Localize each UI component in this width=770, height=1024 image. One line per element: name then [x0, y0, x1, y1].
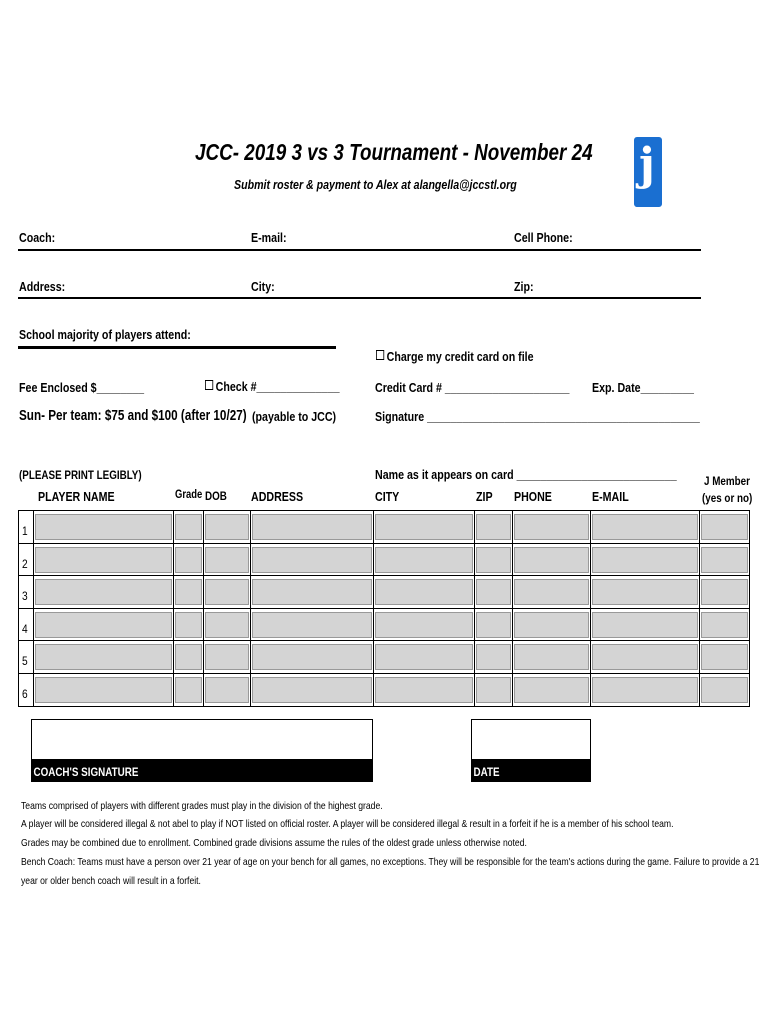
date-field[interactable] — [471, 719, 591, 760]
email-cell[interactable] — [592, 644, 698, 670]
table-row — [19, 544, 749, 577]
jmember-cell[interactable] — [701, 547, 748, 573]
city-cell[interactable] — [375, 612, 473, 638]
player-name-cell[interactable] — [35, 547, 172, 573]
phone-cell[interactable] — [514, 612, 589, 638]
email-cell[interactable] — [592, 514, 698, 540]
table-row — [19, 609, 749, 642]
zip-label: Zip: — [514, 279, 534, 294]
jmember-cell[interactable] — [701, 677, 748, 703]
fee-note: Sun- Per team: $75 and $100 (after 10/27) — [19, 407, 247, 424]
print-legibly-note: (PLEASE PRINT LEGIBLY) — [19, 468, 142, 482]
table-row — [19, 511, 749, 544]
dob-cell[interactable] — [205, 579, 249, 605]
phone-cell[interactable] — [514, 514, 589, 540]
roster-table — [18, 510, 750, 707]
table-row — [19, 576, 749, 609]
email-cell[interactable] — [592, 677, 698, 703]
address-cell[interactable] — [252, 612, 372, 638]
address-cell[interactable] — [252, 677, 372, 703]
city-cell[interactable] — [375, 677, 473, 703]
school-line[interactable] — [18, 346, 336, 349]
city-label: City: — [251, 279, 275, 294]
grade-cell[interactable] — [175, 677, 202, 703]
table-row — [19, 641, 749, 674]
jcc-logo — [634, 137, 662, 207]
col-grade: Grade — [175, 489, 203, 501]
row-number: 1 — [22, 524, 28, 538]
player-name-cell[interactable] — [35, 644, 172, 670]
address-cell[interactable] — [252, 514, 372, 540]
charge-card-label: Charge my credit card on file — [386, 349, 534, 364]
coach-label: Coach: — [19, 230, 56, 245]
contact-line-1[interactable] — [18, 249, 701, 251]
rule-note: year or older bench coach will result in a forfeit. — [21, 875, 201, 887]
player-name-cell[interactable] — [35, 677, 172, 703]
address-cell[interactable] — [252, 547, 372, 573]
grade-cell[interactable] — [175, 514, 202, 540]
fee-enclosed-label: Fee Enclosed $________ — [19, 380, 145, 395]
phone-cell[interactable] — [514, 579, 589, 605]
grade-cell[interactable] — [175, 612, 202, 638]
city-cell[interactable] — [375, 514, 473, 540]
col-dob: DOB — [205, 489, 227, 503]
email-cell[interactable] — [592, 547, 698, 573]
dob-cell[interactable] — [205, 677, 249, 703]
address-cell[interactable] — [252, 579, 372, 605]
col-phone: PHONE — [514, 489, 552, 504]
page-title: JCC- 2019 3 vs 3 Tournament - November 24 — [195, 139, 593, 165]
payable-label: (payable to JCC) — [252, 409, 337, 424]
row-number: 3 — [22, 589, 28, 604]
email-cell[interactable] — [592, 579, 698, 605]
col-player-name: PLAYER NAME — [38, 489, 115, 504]
credit-card-label: Credit Card # _____________________ — [375, 380, 570, 395]
player-name-cell[interactable] — [35, 514, 172, 540]
player-name-cell[interactable] — [35, 579, 172, 605]
charge-card-option[interactable] — [376, 349, 534, 364]
dob-cell[interactable] — [205, 514, 249, 540]
zip-cell[interactable] — [476, 677, 511, 703]
row-number: 2 — [22, 556, 28, 571]
row-number: 6 — [22, 687, 28, 701]
coach-signature-label: COACH'S SIGNATURE — [33, 765, 139, 779]
email-cell[interactable] — [592, 612, 698, 638]
table-row — [19, 674, 749, 707]
logo-letter: j — [639, 139, 655, 190]
col-email: E-MAIL — [592, 489, 629, 504]
checkbox-icon[interactable] — [205, 380, 213, 390]
exp-date-label: Exp. Date_________ — [592, 380, 694, 395]
date-bar — [471, 760, 591, 782]
grade-cell[interactable] — [175, 547, 202, 573]
jmember-cell[interactable] — [701, 514, 748, 540]
signature-label: Signature ______________________________________________ — [375, 409, 700, 424]
coach-signature-field[interactable] — [31, 719, 373, 760]
jmember-cell[interactable] — [701, 612, 748, 638]
dob-cell[interactable] — [205, 612, 249, 638]
date-label: DATE — [473, 765, 500, 779]
checkbox-icon[interactable] — [376, 350, 384, 360]
city-cell[interactable] — [375, 547, 473, 573]
dob-cell[interactable] — [205, 547, 249, 573]
address-label: Address: — [19, 279, 66, 294]
zip-cell[interactable] — [476, 514, 511, 540]
row-number: 5 — [22, 654, 28, 669]
rule-note: A player will be considered illegal & not abel to play if NOT listed on official roster. A player will be considered illegal & result in a forfeit if he is a member of his school team. — [21, 818, 674, 830]
contact-line-2[interactable] — [18, 297, 701, 299]
dob-cell[interactable] — [205, 644, 249, 670]
cell-phone-label: Cell Phone: — [514, 230, 573, 245]
col-address: ADDRESS — [251, 489, 304, 504]
city-cell[interactable] — [375, 579, 473, 605]
rule-note: Grades may be combined due to enrollment. Combined grade divisions assume the rules of the oldest grade unless otherwise noted. — [21, 837, 527, 849]
name-on-card-label: Name as it appears on card ___________________________ — [375, 467, 677, 482]
coach-signature-bar — [31, 760, 373, 782]
jmember-cell[interactable] — [701, 644, 748, 670]
col-city: CITY — [375, 489, 400, 504]
player-name-cell[interactable] — [35, 612, 172, 638]
row-number: 4 — [22, 621, 28, 636]
zip-cell[interactable] — [476, 579, 511, 605]
phone-cell[interactable] — [514, 677, 589, 703]
check-number-label: Check #______________ — [215, 379, 340, 394]
rule-note: Bench Coach: Teams must have a person over 21 year of age on your bench for all games, no exceptions. They will be responsible for the team's actions during the game. Failure to provide a 21 — [21, 856, 760, 868]
zip-cell[interactable] — [476, 612, 511, 638]
email-label: E-mail: — [251, 230, 287, 245]
grade-cell[interactable] — [175, 579, 202, 605]
zip-cell[interactable] — [476, 644, 511, 670]
zip-cell[interactable] — [476, 547, 511, 573]
grade-cell[interactable] — [175, 644, 202, 670]
check-option[interactable] — [205, 379, 340, 394]
col-jmember-1: J Member — [704, 474, 750, 488]
address-cell[interactable] — [252, 644, 372, 670]
phone-cell[interactable] — [514, 644, 589, 670]
city-cell[interactable] — [375, 644, 473, 670]
jmember-cell[interactable] — [701, 579, 748, 605]
col-jmember-2: (yes or no) — [702, 491, 753, 505]
page-subtitle: Submit roster & payment to Alex at alangella@jccstl.org — [234, 178, 517, 192]
rule-note: Teams comprised of players with different grades must play in the division of the highest grade. — [21, 800, 383, 812]
phone-cell[interactable] — [514, 547, 589, 573]
col-zip: ZIP — [476, 489, 493, 504]
school-label: School majority of players attend: — [19, 327, 191, 342]
